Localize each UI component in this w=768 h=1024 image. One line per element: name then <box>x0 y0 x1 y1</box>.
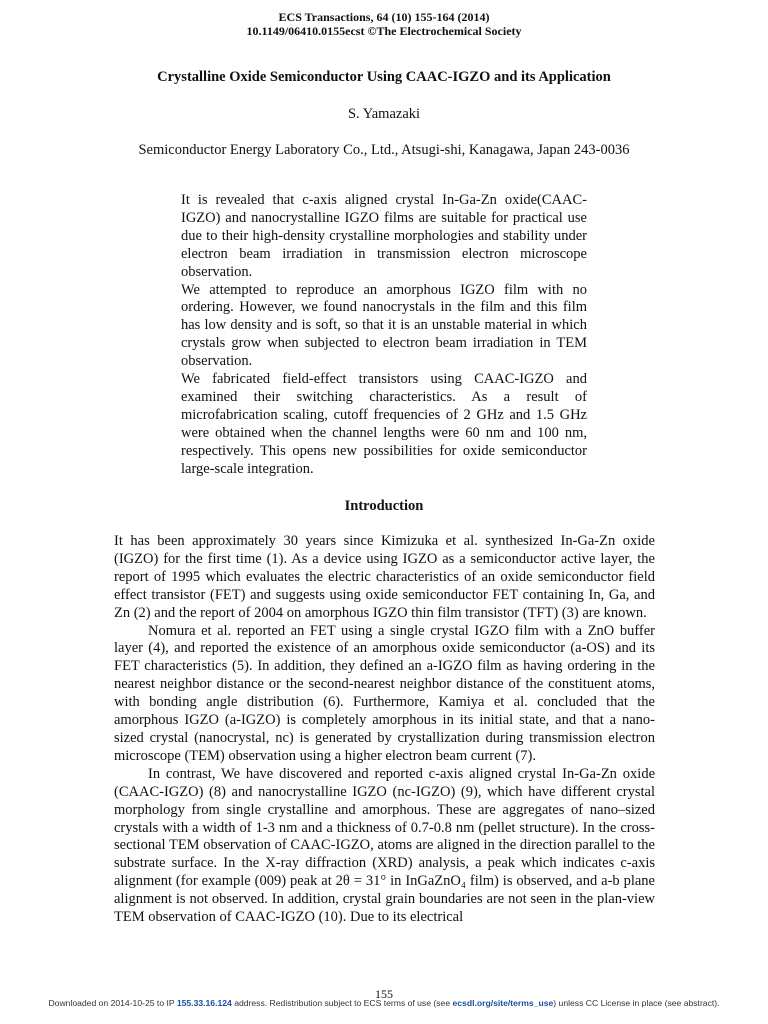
footer-suffix: ) unless CC License in place (see abstract). <box>553 998 720 1008</box>
footer-ip-link[interactable]: 155.33.16.124 <box>176 998 232 1008</box>
abstract-paragraph: We fabricated field-effect transistors using CAAC-IGZO and examined their switching characteristics. As a result of microfabrication scaling, cutoff frequencies of 2 GHz and 1.5 GHz were obtained when the channel lengths were 60 nm and 100 nm, respectively. This opens new possibilities for oxide semiconductor large-scale integration. <box>181 371 587 477</box>
journal-citation: ECS Transactions, 64 (10) 155-164 (2014) <box>278 10 490 24</box>
author: S. Yamazaki <box>347 106 421 122</box>
abstract-paragraph: We attempted to reproduce an amorphous IGZO film with no ordering. However, we found nanocrystals in the film and this film has low density and is soft, so that it is an unstable material in which crystals grow when subjected to electron beam irradiation in TEM observation. <box>181 281 587 370</box>
page-number: 155 <box>375 987 393 1001</box>
abstract-paragraph: It is revealed that c-axis aligned crystal In-Ga-Zn oxide(CAAC-IGZO) and nanocrystalline IGZO films are suitable for practical use due to their high-density crystalline morphologies and stability under electron beam irradiation in transmission electron microscope observation. <box>181 192 587 280</box>
paper-title: Crystalline Oxide Semiconductor Using CAAC-IGZO and its Application <box>157 69 611 85</box>
running-header <box>0 10 768 38</box>
abstract <box>181 192 587 479</box>
introduction-body <box>114 533 655 927</box>
footer-terms-link[interactable]: ecsdl.org/site/terms_use <box>452 998 554 1008</box>
section-heading-introduction: Introduction <box>344 498 424 514</box>
download-footer <box>0 998 768 1008</box>
footer-prefix: Downloaded on 2014-10-25 to IP <box>48 998 177 1008</box>
body-paragraph: It has been approximately 30 years since Kimizuka et al. synthesized In-Ga-Zn oxide (IGZO) for the first time (1). As a device using IGZO as a semiconductor active layer, the report of 1995 which evaluates the electric characteristics of an oxide semiconductor field effect transistor (FET) and suggests using oxide semiconductor FET containing In, Ga, and Zn (2) and the report of 2004 on amorphous IGZO thin film transistor (TFT) (3) are known. <box>114 533 655 621</box>
affiliation: Semiconductor Energy Laboratory Co., Ltd., Atsugi-shi, Kanagawa, Japan 243-0036 <box>138 142 630 158</box>
body-paragraph: In contrast, We have discovered and reported c-axis aligned crystal In-Ga-Zn oxide (CAAC-IGZO) (8) and nanocrystalline IGZO (nc-IGZO) (9), which have different crystal morphology from single crystalline and amorphous. These are aggregates of nano–sized crystals with a width of 1-3 nm and a thickness of 0.7-0.8 nm (pellet structure). In the cross-sectional TEM observation of CAAC-IGZO, atoms are aligned in the direction parallel to the substrate surface. In the X-ray diffraction (XRD) analysis, a peak which indicates c-axis alignment (for example (009) peak at 2θ = 31° in InGaZnO₄ film) is observed, and a-b plane alignment is not observed. In addition, crystal grain boundaries are not seen in the plan-view TEM observation of CAAC-IGZO (10). Due to its electrical <box>114 765 655 926</box>
footer-middle: address. Redistribution subject to ECS terms of use (see <box>231 998 453 1008</box>
doi-line: 10.1149/06410.0155ecst ©The Electrochemical Society <box>246 24 522 38</box>
body-paragraph: Nomura et al. reported an FET using a single crystal IGZO film with a ZnO buffer layer (4), and reported the existence of an amorphous oxide semiconductor (a-OS) and its FET characteristics (5). In addition, they defined an a-IGZO film as having ordering in the nearest neighbor distance or the second-nearest neighbor distance of the constituent atoms, with bonding angle distribution (6). Furthermore, Kamiya et al. concluded that the amorphous IGZO (a-IGZO) is completely amorphous in its initial state, and that a nano-sized crystal (nanocrystal, nc) is generated by crystallization during transmission electron microscope (TEM) observation using a higher electron beam current (7). <box>114 622 655 764</box>
